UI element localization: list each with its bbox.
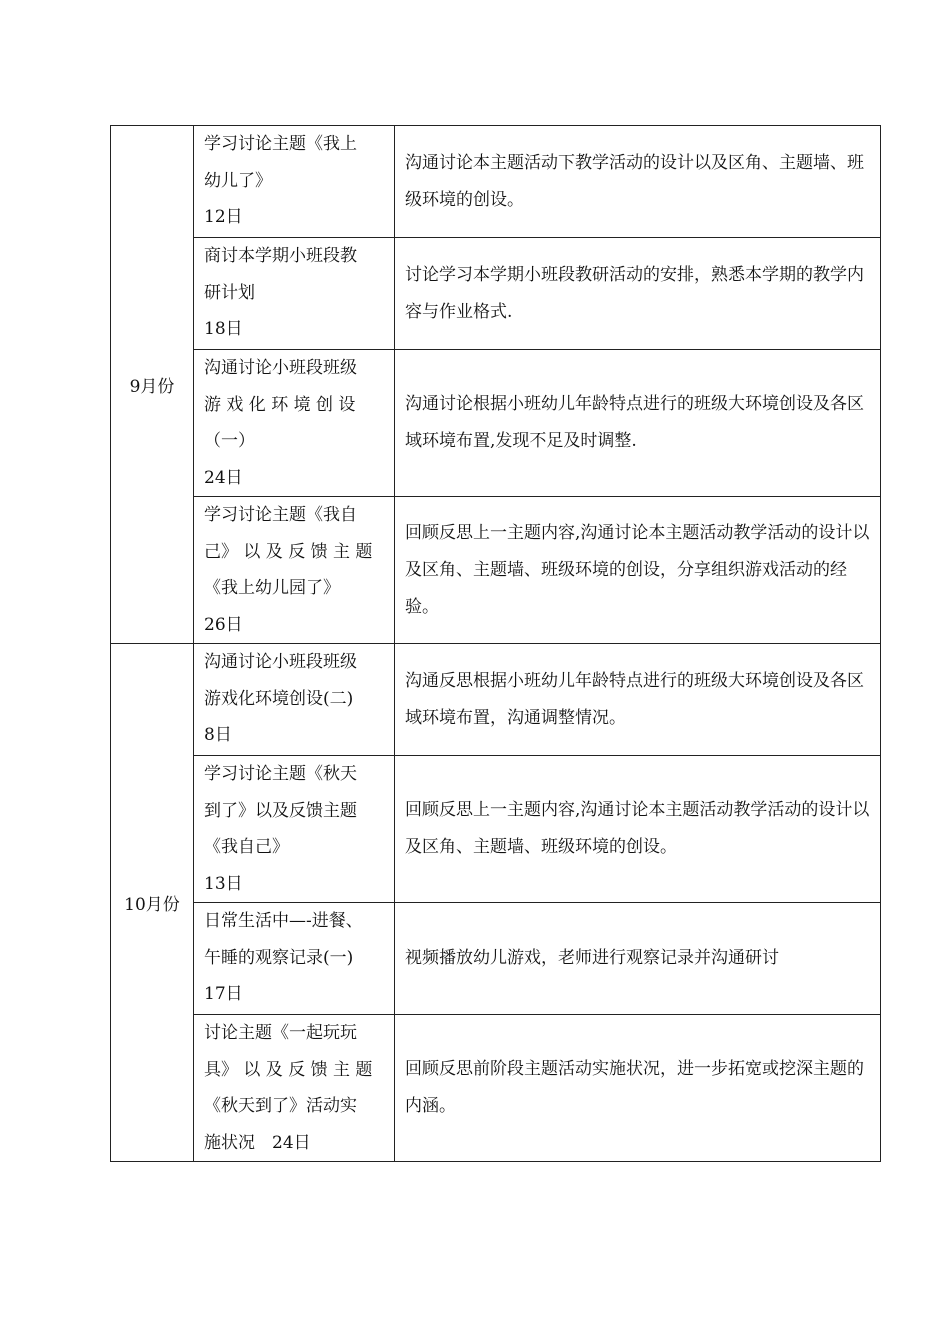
topic-text: 学习讨论主题《我上 幼儿了》: [204, 134, 357, 191]
topic-cell: [194, 644, 395, 756]
month-cell-october: 10月份: [111, 644, 194, 1162]
topic-text: 学习讨论主题《我自 己》 以 及 反 馈 主 题 《我上幼儿园了》: [204, 505, 373, 598]
description-cell: 沟通讨论本主题活动下教学活动的设计以及区角、主题墙、班级环境的创设。: [395, 126, 881, 238]
topic-cell: [194, 350, 395, 497]
table-row: [111, 756, 881, 903]
date-text: 12日: [204, 207, 243, 227]
description-cell: 回顾反思上一主题内容,沟通讨论本主题活动教学活动的设计以及区角、主题墙、班级环境的创设。: [395, 756, 881, 903]
month-cell-september: 9月份: [111, 126, 194, 644]
date-text: 17日: [204, 984, 243, 1004]
topic-cell: [194, 497, 395, 644]
table-row: [111, 497, 881, 644]
schedule-table: [110, 125, 881, 1162]
topic-cell: [194, 756, 395, 903]
description-cell: 沟通反思根据小班幼儿年龄特点进行的班级大环境创设及各区域环境布置，沟通调整情况。: [395, 644, 881, 756]
table-row: [111, 903, 881, 1015]
date-text: 26日: [204, 614, 243, 635]
date-text: 8日: [204, 725, 232, 745]
table-row: [111, 238, 881, 350]
description-cell: 讨论学习本学期小班段教研活动的安排，熟悉本学期的教学内容与作业格式.: [395, 238, 881, 350]
date-text: 13日: [204, 873, 243, 894]
table-row: [111, 644, 881, 756]
topic-text: 商讨本学期小班段教 研计划: [204, 246, 357, 303]
date-text: 24日: [204, 467, 243, 488]
topic-text: 学习讨论主题《秋天 到了》以及反馈主题 《我自己》: [204, 764, 357, 857]
topic-cell: [194, 126, 395, 238]
topic-cell: [194, 238, 395, 350]
date-text: 18日: [204, 319, 243, 339]
description-cell: 回顾反思上一主题内容,沟通讨论本主题活动教学活动的设计以及区角、主题墙、班级环境的创设，分享组织游戏活动的经验。: [395, 497, 881, 644]
table-row: [111, 126, 881, 238]
topic-text: 讨论主题《一起玩玩 具》 以 及 反 馈 主 题 《秋天到了》活动实 施状况 24日: [204, 1023, 373, 1153]
description-cell: 视频播放幼儿游戏，老师进行观察记录并沟通研讨: [395, 903, 881, 1015]
description-cell: 回顾反思前阶段主题活动实施状况，进一步拓宽或挖深主题的内涵。: [395, 1015, 881, 1162]
topic-text: 沟通讨论小班段班级 游 戏 化 环 境 创 设 （一）: [204, 358, 357, 451]
table-row: [111, 1015, 881, 1162]
table-row: [111, 350, 881, 497]
topic-text: 沟通讨论小班段班级 游戏化环境创设(二): [204, 652, 357, 709]
description-cell: 沟通讨论根据小班幼儿年龄特点进行的班级大环境创设及各区域环境布置,发现不足及时调整.: [395, 350, 881, 497]
topic-cell: [194, 903, 395, 1015]
topic-text: 日常生活中—-进餐、 午睡的观察记录(一): [204, 911, 363, 968]
topic-cell: [194, 1015, 395, 1162]
